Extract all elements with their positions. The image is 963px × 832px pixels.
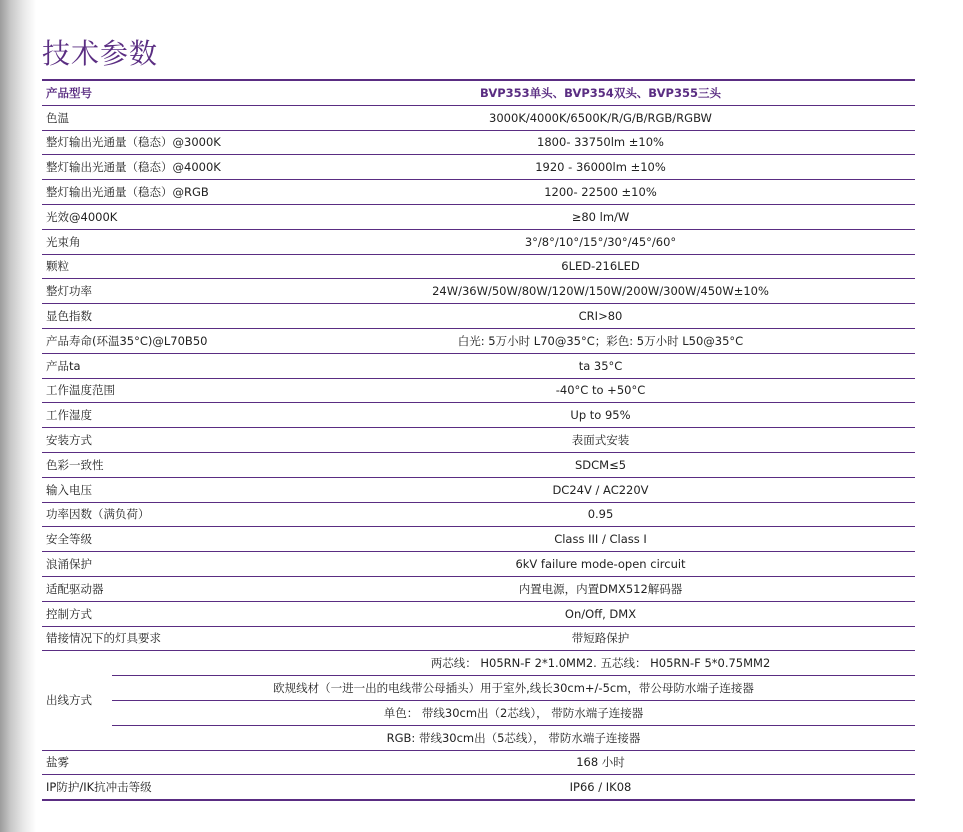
spec-value: 1920 - 36000lm ±10% xyxy=(286,155,915,180)
spec-value: 欧规线材（一进一出的电线带公母插头）用于室外,线长30cm+/-5cm，带公母防水端子连接器 xyxy=(112,676,915,701)
spec-label: 颗粒 xyxy=(42,254,286,279)
spec-label: 产品寿命(环温35°C)@L70B50 xyxy=(42,328,286,353)
spacer xyxy=(112,651,286,676)
spec-label: 产品型号 xyxy=(42,80,286,105)
table-row xyxy=(42,155,915,180)
table-row xyxy=(42,304,915,329)
table-row xyxy=(42,180,915,205)
spec-label: 工作湿度 xyxy=(42,403,286,428)
page-title: 技术参数 xyxy=(42,37,159,70)
spec-value: Class III / Class I xyxy=(286,527,915,552)
spec-value: 单色： 带线30cm出（2芯线）， 带防水端子连接器 xyxy=(112,700,915,725)
spec-value: 24W/36W/50W/80W/120W/150W/200W/300W/450W±10% xyxy=(286,279,915,304)
table-row xyxy=(42,353,915,378)
table-header-row xyxy=(42,80,915,105)
table-row xyxy=(42,378,915,403)
table-row xyxy=(42,527,915,552)
spec-label: 显色指数 xyxy=(42,304,286,329)
spec-value: 带短路保护 xyxy=(286,626,915,651)
table-row xyxy=(42,403,915,428)
spec-label: 浪涌保护 xyxy=(42,552,286,577)
spec-label: 安装方式 xyxy=(42,428,286,453)
table-row-cable xyxy=(42,651,915,676)
spec-label: 适配驱动器 xyxy=(42,576,286,601)
spec-value: Up to 95% xyxy=(286,403,915,428)
spec-label: 光效@4000K xyxy=(42,204,286,229)
spec-value: 0.95 xyxy=(286,502,915,527)
table-row xyxy=(42,750,915,775)
table-row-cable xyxy=(42,676,915,701)
spec-value: CRI>80 xyxy=(286,304,915,329)
page-edge-shadow xyxy=(0,0,36,832)
spec-label: 控制方式 xyxy=(42,601,286,626)
spec-label: 安全等级 xyxy=(42,527,286,552)
table-row xyxy=(42,204,915,229)
spec-value: 内置电源，内置DMX512解码器 xyxy=(286,576,915,601)
table-row xyxy=(42,130,915,155)
spec-label: 整灯输出光通量（稳态）@3000K xyxy=(42,130,286,155)
table-row xyxy=(42,328,915,353)
spec-value: 6kV failure mode-open circuit xyxy=(286,552,915,577)
spec-value: 表面式安装 xyxy=(286,428,915,453)
table-row xyxy=(42,254,915,279)
spec-label: 功率因数（满负荷） xyxy=(42,502,286,527)
spec-label: 输入电压 xyxy=(42,477,286,502)
spec-value: ta 35°C xyxy=(286,353,915,378)
spec-label: 错接情况下的灯具要求 xyxy=(42,626,286,651)
table-row xyxy=(42,229,915,254)
spec-value: SDCM≤5 xyxy=(286,452,915,477)
spec-value: 168 小时 xyxy=(286,750,915,775)
spec-label: 色温 xyxy=(42,105,286,130)
spec-value: On/Off, DMX xyxy=(286,601,915,626)
spec-label: 光束角 xyxy=(42,229,286,254)
table-row xyxy=(42,775,915,800)
spec-value: RGB: 带线30cm出（5芯线）， 带防水端子连接器 xyxy=(112,725,915,750)
table-row xyxy=(42,452,915,477)
table-row xyxy=(42,601,915,626)
spec-value: 3°/8°/10°/15°/30°/45°/60° xyxy=(286,229,915,254)
table-row xyxy=(42,502,915,527)
spec-value: 1800- 33750lm ±10% xyxy=(286,130,915,155)
spec-label: 色彩一致性 xyxy=(42,452,286,477)
table-row xyxy=(42,105,915,130)
spec-value: IP66 / IK08 xyxy=(286,775,915,800)
table-row-cable xyxy=(42,725,915,750)
spec-table xyxy=(42,79,915,801)
table-row xyxy=(42,279,915,304)
spec-value: ≥80 lm/W xyxy=(286,204,915,229)
spec-value: BVP353单头、BVP354双头、BVP355三头 xyxy=(286,80,915,105)
spec-label: 整灯输出光通量（稳态）@4000K xyxy=(42,155,286,180)
spec-label: 盐雾 xyxy=(42,750,286,775)
table-row-cable xyxy=(42,700,915,725)
spec-value: -40°C to +50°C xyxy=(286,378,915,403)
spec-label: 产品ta xyxy=(42,353,286,378)
spec-value: 两芯线： H05RN-F 2*1.0MM2. 五芯线： H05RN-F 5*0.75MM2 xyxy=(286,651,915,676)
spec-value: 1200- 22500 ±10% xyxy=(286,180,915,205)
table-row xyxy=(42,626,915,651)
spec-value: 白光: 5万小时 L70@35°C；彩色: 5万小时 L50@35°C xyxy=(286,328,915,353)
spec-value: 6LED-216LED xyxy=(286,254,915,279)
table-row xyxy=(42,428,915,453)
spec-value: 3000K/4000K/6500K/R/G/B/RGB/RGBW xyxy=(286,105,915,130)
spec-label: IP防护/IK抗冲击等级 xyxy=(42,775,286,800)
table-row xyxy=(42,552,915,577)
spec-label: 出线方式 xyxy=(42,651,112,750)
spec-value: DC24V / AC220V xyxy=(286,477,915,502)
spec-label: 整灯功率 xyxy=(42,279,286,304)
spec-label: 工作温度范围 xyxy=(42,378,286,403)
table-row xyxy=(42,576,915,601)
table-row xyxy=(42,477,915,502)
spec-label: 整灯输出光通量（稳态）@RGB xyxy=(42,180,286,205)
